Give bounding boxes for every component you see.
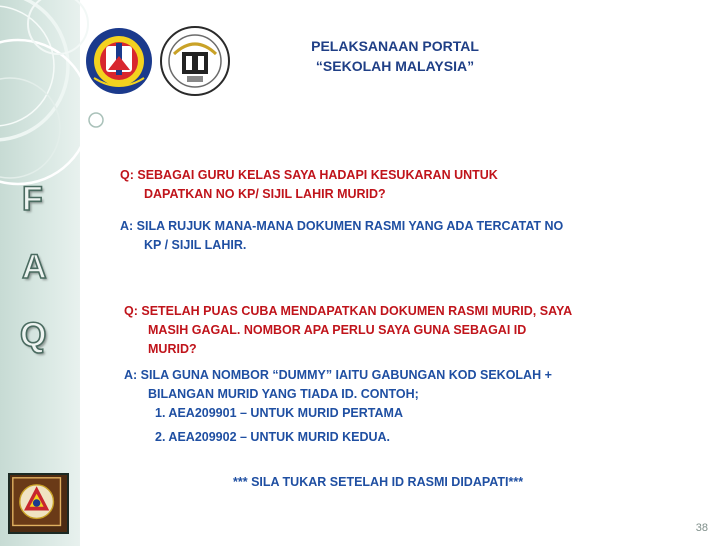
answer-1 [120, 217, 563, 255]
question-1 [120, 166, 498, 204]
question-2 [124, 302, 572, 359]
page-number: 38 [695, 522, 708, 534]
question-1-line-2: DAPATKAN NO KP/ SIJIL LAHIR MURID? [144, 187, 386, 201]
faq-letter-f: F [22, 180, 43, 218]
title-line-2: “SEKOLAH MALAYSIA” [315, 58, 475, 74]
example-1: 1. AEA209901 – UNTUK MURID PERTAMA [155, 406, 403, 420]
question-2-line-1: Q: SETELAH PUAS CUBA MENDAPATKAN DOKUMEN RASMI MURID, SAYA [124, 304, 573, 318]
faq-letter-a: A [22, 248, 47, 286]
example-2: 2. AEA209902 – UNTUK MURID KEDUA. [155, 430, 391, 444]
title-line-1: PELAKSANAAN PORTAL [311, 38, 479, 54]
answer-2-line-1: A: SILA GUNA NOMBOR “DUMMY” IAITU GABUNGAN KOD SEKOLAH + [124, 368, 552, 382]
answer-1-line-1: A: SILA RUJUK MANA-MANA DOKUMEN RASMI YANG ADA TERCATAT NO [120, 219, 564, 233]
question-2-line-2: MASIH GAGAL. NOMBOR APA PERLU SAYA GUNA SEBAGAI ID [148, 323, 527, 337]
question-1-line-1: Q: SEBAGAI GURU KELAS SAYA HADAPI KESUKARAN UNTUK [120, 168, 498, 182]
bottom-emblem [8, 473, 69, 534]
answer-1-line-2: KP / SIJIL LAHIR. [144, 238, 247, 252]
emblem-icon [10, 475, 67, 532]
answer-2-line-2: BILANGAN MURID YANG TIADA ID. CONTOH; [148, 387, 419, 401]
question-2-line-3: MURID? [148, 342, 197, 356]
slide-title [250, 36, 540, 76]
school-badge-logo [158, 24, 232, 98]
note: *** SILA TUKAR SETELAH ID RASMI DIDAPATI*** [233, 475, 524, 489]
ministry-logo [84, 26, 154, 96]
answer-2 [124, 366, 552, 404]
faq-letter-q: Q [20, 316, 47, 354]
